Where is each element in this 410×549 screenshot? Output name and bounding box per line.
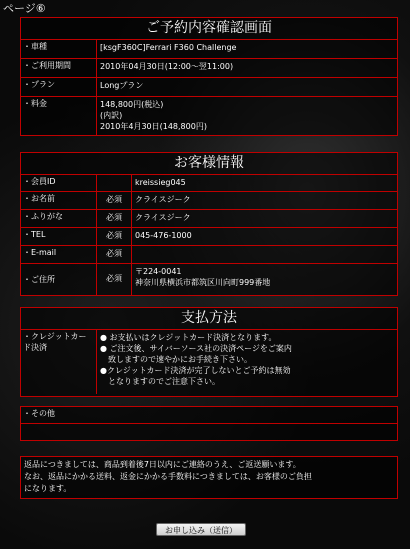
row-label: ・料金 [21,97,97,135]
payment-label-line: ・クレジットカー [23,332,87,341]
notice-box [20,456,398,499]
page-label: ページ⑥ [3,2,46,15]
table-row [21,175,397,192]
row-label: ・プラン [21,78,97,96]
required-badge: 必須 [97,264,132,295]
row-label: ・ご利用期間 [21,59,97,77]
table-row [21,40,397,59]
table-row [21,228,397,246]
price-breakdown: 2010年4月30日(148,800円) [100,122,207,131]
price-breakdown-label: (内訳) [100,111,123,120]
row-label: ・車種 [21,40,97,58]
row-value: [ksgF360C]Ferrari F360 Challenge [100,43,237,52]
required-badge: 必須 [97,192,132,209]
notice-line: になります。 [24,484,72,493]
other-table [20,406,398,441]
row-label: ・会員ID [21,175,97,191]
required-badge: 必須 [97,210,132,227]
row-value: クライスジーク [135,213,191,222]
row-value: Longプラン [100,81,144,90]
price-value [97,97,397,135]
table-row [21,97,397,135]
row-label: ・TEL [21,228,97,245]
reservation-title: ご予約内容確認画面 [21,18,397,40]
table-row [21,59,397,78]
address-line: 神奈川県横浜市都筑区川向町999番地 [135,278,271,287]
row-label: ・ふりがな [21,210,97,227]
row-label [21,330,97,394]
postal-code: 〒224-0041 [135,267,182,276]
table-row [21,246,397,264]
payment-note: 致しますので速やかにお手続き下さい。 [100,355,252,364]
payment-table [20,307,398,397]
price-total: 148,800円(税込) [100,100,164,109]
payment-notes [97,330,397,394]
table-row [21,264,397,295]
table-row [21,78,397,97]
payment-note: ● お支払いはクレジットカード決済となります。 [100,333,277,342]
payment-title: 支払方法 [21,308,397,330]
row-value: 2010年04月30日(12:00～翌11:00) [100,62,234,71]
notice-text [21,457,397,497]
table-row [21,210,397,228]
row-value [132,246,397,263]
table-row [21,330,397,394]
other-label: ・その他 [23,409,55,418]
required-badge: 必須 [97,246,132,263]
notice-line: 返品につきましては、商品到着後7日以内にご連絡のうえ、ご返送願います。 [24,460,301,469]
table-row [21,424,397,440]
table-row [21,192,397,210]
reservation-table [20,17,398,136]
other-value [21,424,397,440]
payment-note: となりますのでご注意下さい。 [100,377,220,386]
address-value [132,264,397,295]
customer-table [20,152,398,296]
row-label: ・E-mail [21,246,97,263]
customer-title: お客様情報 [21,153,397,175]
table-row [21,407,397,424]
required-badge [97,175,132,191]
required-badge: 必須 [97,228,132,245]
row-value: kreissieg045 [135,178,186,187]
notice-line: なお、返品にかかる送料、返金にかかる手数料につきましては、お客様のご負担 [24,472,312,481]
payment-note: ●クレジットカード決済が完了しないとご予約は無効 [100,366,291,375]
row-value: 045-476-1000 [135,231,192,240]
row-label: ・お名前 [21,192,97,209]
submit-button[interactable]: お申し込み（送信） [156,523,246,536]
row-label: ・ご住所 [21,264,97,295]
payment-label-line: ド決済 [23,343,47,352]
row-value: クライスジーク [135,195,191,204]
payment-note: ● ご注文後、サイバーソース社の決済ページをご案内 [100,344,292,353]
